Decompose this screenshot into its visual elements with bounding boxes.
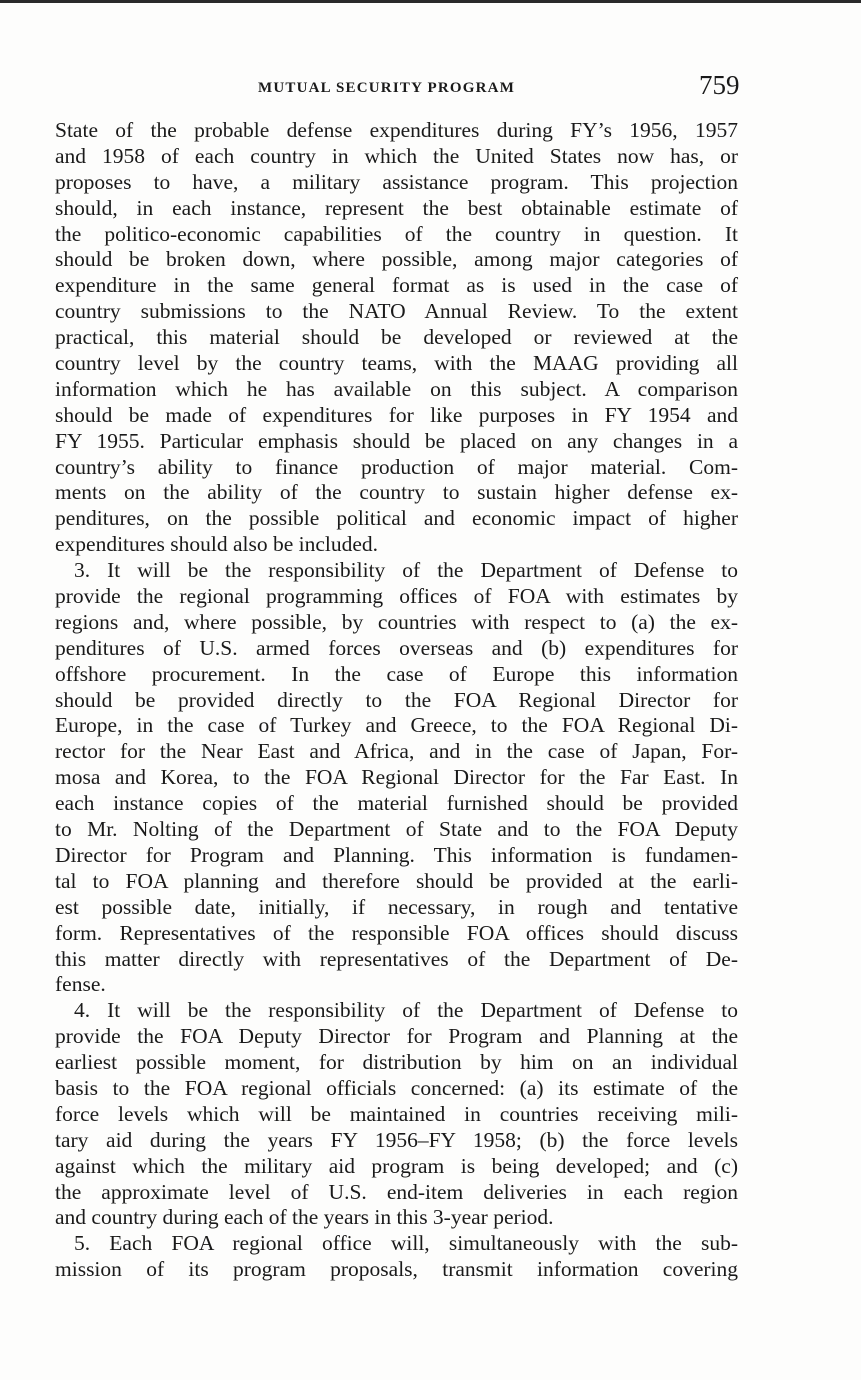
page-top-edge — [0, 0, 861, 3]
page-number: 759 — [699, 70, 740, 100]
text-line: practical, this material should be developed or reviewed at the — [55, 325, 738, 350]
text-line: 3. It will be the responsibility of the Department of Defense to — [74, 558, 738, 583]
text-line: earliest possible moment, for distribution by him on an individual — [55, 1050, 738, 1075]
text-line: expenditures should also be included. — [55, 532, 379, 557]
text-line: country’s ability to finance production of major material. Com- — [55, 454, 738, 479]
text-line: country level by the country teams, with the MAAG providing all — [55, 351, 738, 376]
text-line: each instance copies of the material furnished should be provided — [55, 791, 738, 816]
text-line: this matter directly with representatives of the Department of De- — [55, 946, 738, 971]
text-line: 5. Each FOA regional office will, simultaneously with the sub- — [74, 1231, 738, 1256]
text-line: mosa and Korea, to the FOA Regional Director for the Far East. In — [55, 765, 738, 790]
body-text — [55, 118, 738, 1283]
text-line: form. Representatives of the responsible FOA offices should discuss — [55, 920, 738, 945]
text-line: should be made of expenditures for like purposes in FY 1954 and — [55, 402, 738, 427]
text-line: against which the military aid program is being developed; and (c) — [55, 1153, 738, 1178]
text-line: tary aid during the years FY 1956–FY 1958; (b) the force levels — [55, 1127, 738, 1152]
text-line: information which he has available on this subject. A comparison — [55, 376, 738, 401]
text-line: tal to FOA planning and therefore should be provided at the earli- — [55, 868, 738, 893]
text-line: offshore procurement. In the case of Europe this information — [55, 661, 738, 686]
text-line: expenditure in the same general format as is used in the case of — [55, 273, 738, 298]
text-line: est possible date, initially, if necessary, in rough and tentative — [55, 894, 738, 919]
text-line: and country during each of the years in this 3-year period. — [55, 1205, 554, 1230]
text-line: mission of its program proposals, transmit information covering — [55, 1257, 738, 1282]
text-line: force levels which will be maintained in countries receiving mili- — [55, 1101, 738, 1126]
text-line: the approximate level of U.S. end-item deliveries in each region — [55, 1179, 738, 1204]
text-line: fense. — [55, 972, 106, 997]
text-line: State of the probable defense expenditures during FY’s 1956, 1957 — [55, 118, 738, 142]
text-line: penditures, on the possible political and economic impact of higher — [55, 506, 738, 531]
running-title: MUTUAL SECURITY PROGRAM — [258, 80, 516, 96]
text-line: the politico-economic capabilities of the country in question. It — [55, 221, 738, 246]
text-line: proposes to have, a military assistance program. This projection — [55, 169, 738, 194]
text-line: rector for the Near East and Africa, and in the case of Japan, For- — [55, 739, 738, 764]
text-line: 4. It will be the responsibility of the Department of Defense to — [74, 998, 738, 1023]
text-line: FY 1955. Particular emphasis should be placed on any changes in a — [55, 428, 738, 453]
text-line: should be provided directly to the FOA Regional Director for — [55, 687, 738, 712]
text-line: should, in each instance, represent the best obtainable estimate of — [55, 195, 738, 220]
text-line: and 1958 of each country in which the United States now has, or — [55, 143, 738, 168]
text-line: should be broken down, where possible, among major categories of — [55, 247, 738, 272]
text-line: ments on the ability of the country to sustain higher defense ex- — [55, 480, 738, 505]
text-line: to Mr. Nolting of the Department of State and to the FOA Deputy — [55, 817, 738, 842]
text-line: provide the regional programming offices of FOA with estimates by — [55, 584, 738, 609]
text-line: Director for Program and Planning. This information is fundamen- — [55, 842, 738, 867]
text-line: basis to the FOA regional officials concerned: (a) its estimate of the — [55, 1075, 738, 1100]
text-line: Europe, in the case of Turkey and Greece, to the FOA Regional Di- — [55, 713, 738, 738]
text-line: country submissions to the NATO Annual Review. To the extent — [55, 299, 738, 324]
text-line: provide the FOA Deputy Director for Program and Planning at the — [55, 1024, 738, 1049]
text-line: regions and, where possible, by countries with respect to (a) the ex- — [55, 609, 738, 634]
text-line: penditures of U.S. armed forces overseas and (b) expenditures for — [55, 635, 738, 660]
